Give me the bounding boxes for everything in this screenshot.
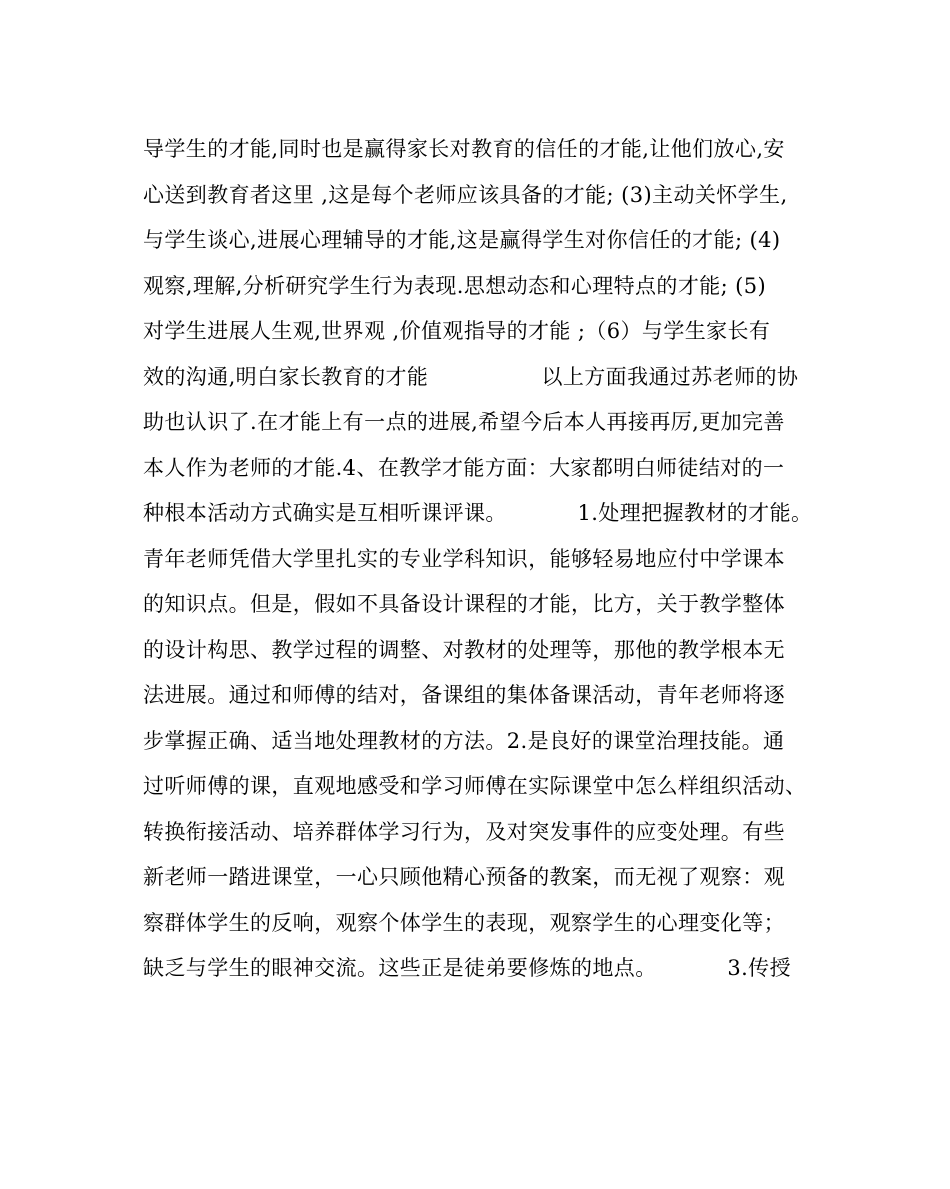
text-line: 的设计构思、教学过程的调整、对教材的处理等，那他的教学根本无: [143, 637, 785, 662]
text-line: 青年老师凭借大学里扎实的专业学科知识，能够轻易地应付中学课本: [143, 546, 785, 571]
text-line: 转换衔接活动、培养群体学习行为，及对突发事件的应变处理。有些: [143, 819, 785, 844]
text-line: 过听师傅的课，直观地感受和学习师傅在实际课堂中怎么样组织活动、: [143, 774, 807, 798]
text-line: 观察,理解,分析研究学生行为表现.思想动态和心理特点的才能; (5): [143, 273, 767, 298]
text-line: 步掌握正确、适当地处理教材的方法。2.是良好的课堂治理技能。通: [143, 728, 785, 753]
text-line: 导学生的才能,同时也是赢得家长对教育的信任的才能,让他们放心,安: [143, 137, 785, 161]
text-line: 心送到教育者这里 ,这是每个老师应该具备的才能; (3)主动关怀学生,: [143, 182, 788, 207]
text-line: 新老师一踏进课堂，一心只顾他精心预备的教案，而无视了观察：观: [143, 865, 785, 889]
text-line: 种根本活动方式确实是互相听课评课。 1.处理把握教材的才能。: [143, 501, 813, 525]
text-line: 助也认识了.在才能上有一点的进展,希望今后本人再接再厉,更加完善: [143, 410, 785, 434]
text-line: 对学生进展人生观,世界观 ,价值观指导的才能 ;（6）与学生家长有: [143, 319, 771, 343]
body-text: [143, 127, 843, 992]
text-line: 察群体学生的反响，观察个体学生的表现，观察学生的心理变化等；: [143, 910, 785, 935]
text-line: 的知识点。但是，假如不具备设计课程的才能，比方，关于教学整体: [143, 592, 785, 616]
text-line: 本人作为老师的才能.4、在教学才能方面：大家都明白师徒结对的一: [143, 455, 785, 480]
text-line: 与学生谈心,进展心理辅导的才能,这是赢得学生对你信任的才能; (4): [143, 228, 781, 252]
text-line: 缺乏与学生的眼神交流。这些正是徒弟要修炼的地点。 3.传授: [143, 956, 791, 980]
text-line: 法进展。通过和师傅的结对，备课组的集体备课活动，青年老师将逐: [143, 683, 785, 707]
text-line: 效的沟通,明白家长教育的才能 以上方面我通过苏老师的协: [143, 364, 799, 389]
